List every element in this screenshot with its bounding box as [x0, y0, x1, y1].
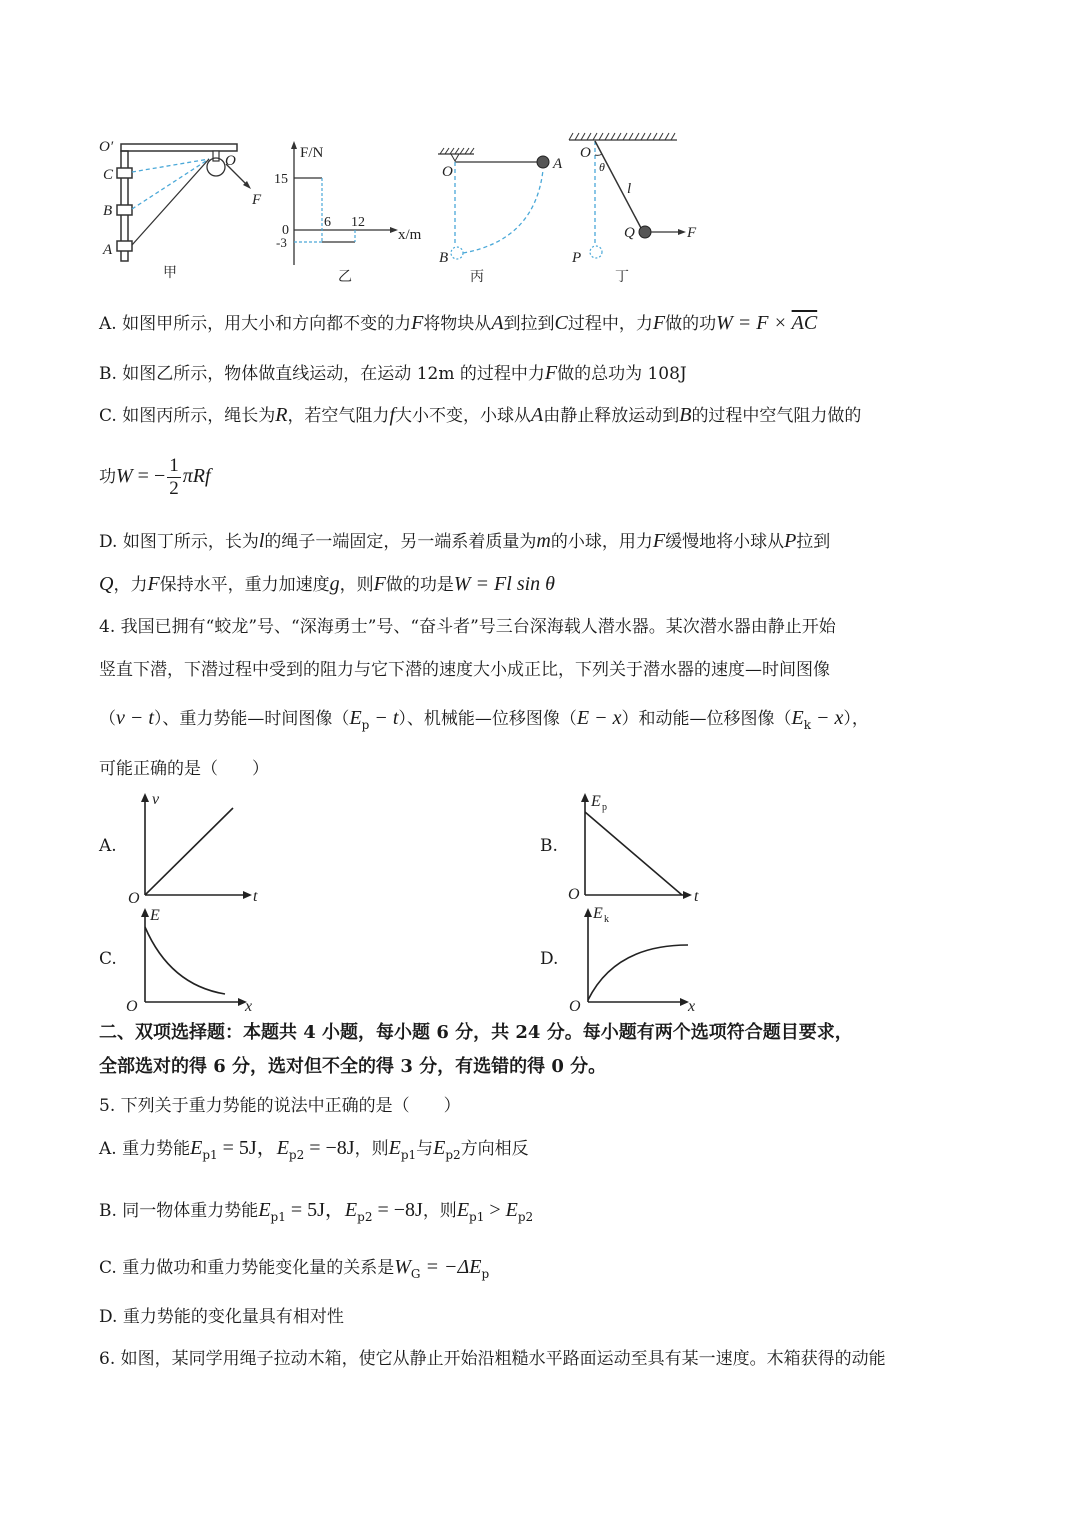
subscript: p1	[202, 1148, 218, 1162]
option-text: ，则	[339, 575, 374, 595]
q3-option-c	[99, 404, 861, 427]
subscript: p	[361, 718, 370, 732]
var-b: B	[679, 404, 692, 426]
var-c: C	[554, 312, 568, 334]
q5-stem: 5. 下列关于重力势能的说法中正确的是（ ）	[99, 1096, 461, 1116]
subscript: p	[481, 1267, 490, 1281]
subscript: p2	[288, 1148, 305, 1162]
formula: − x	[811, 707, 844, 729]
option-text: 的过程中空气阻力做的	[691, 406, 862, 426]
q4-stem-line1: 4. 我国已拥有“蛟龙”号、“深海勇士”号、“奋斗者”号三台深海载人潜水器。某次潜水器由静止开始	[99, 617, 836, 637]
option-text: 做的功是	[385, 575, 454, 595]
axis-v-label: v	[152, 791, 160, 808]
var-e: E	[344, 1199, 358, 1221]
q3-option-d	[99, 530, 830, 553]
value: = −8J	[372, 1199, 423, 1221]
option-text: 保持水平，重力加速度	[159, 575, 330, 595]
var-e: E	[258, 1199, 271, 1221]
label-a: A	[103, 242, 113, 258]
label-c: C	[103, 167, 114, 183]
option-text: 过程中，力	[567, 314, 653, 334]
label-b: B	[439, 250, 449, 266]
q3-option-a	[99, 312, 817, 335]
var-f: F	[147, 573, 160, 595]
var-f: f	[389, 404, 395, 426]
origin-label: O	[126, 998, 138, 1015]
paren: （	[99, 709, 116, 729]
figure-yi	[270, 135, 430, 285]
q5-option-c[interactable]	[99, 1256, 489, 1285]
section2-heading-line1: 二、双项选择题：本题共 4 小题，每小题 6 分，共 24 分。每小题有两个选项符合题目要求，	[99, 1022, 853, 1043]
var-e: E	[505, 1199, 518, 1221]
var-m: m	[536, 530, 551, 552]
var-f: F	[544, 362, 558, 384]
figure-caption: 丙	[470, 270, 484, 285]
x-tick-6: 6	[324, 215, 331, 230]
axis-ep-sub: p	[602, 802, 607, 813]
q6-stem: 6. 如图，某同学用绳子拉动木箱，使它从静止开始沿粗糙水平路面运动至具有某一速度。木箱获得的动能	[99, 1349, 886, 1369]
var-a: A	[531, 404, 544, 426]
var-g: g	[329, 573, 340, 595]
axis-x-label: x	[688, 998, 696, 1015]
option-text: ，则	[422, 1201, 457, 1221]
axis-x-label: x	[245, 998, 253, 1015]
figure-jia	[95, 135, 275, 285]
label-a: A	[553, 156, 563, 172]
subscript: p1	[400, 1148, 417, 1162]
option-text: 的小球，用力	[550, 532, 653, 552]
label-o: O	[225, 153, 236, 169]
value: = −8J	[304, 1137, 355, 1159]
option-text: ，力	[113, 575, 148, 595]
var-e: E	[190, 1137, 203, 1159]
subscript: p1	[270, 1210, 286, 1224]
figure-bing	[430, 140, 570, 285]
var-f: F	[411, 312, 424, 334]
comparison: >	[484, 1199, 506, 1221]
option-text: B. 如图乙所示，物体做直线运动，在运动 12m 的过程中力	[99, 364, 545, 384]
label-b: B	[103, 203, 113, 219]
var-f: F	[652, 530, 666, 552]
option-d-label[interactable]: D.	[540, 949, 559, 969]
label-l: l	[627, 181, 632, 197]
subscript: p2	[357, 1210, 373, 1224]
q3-option-b	[99, 362, 687, 385]
axis-ek-sub: k	[604, 914, 609, 925]
label-f: F	[252, 192, 262, 208]
q5-option-d[interactable]: D. 重力势能的变化量具有相对性	[99, 1307, 344, 1327]
formula-tail: πRf	[182, 465, 211, 487]
label-o: O	[442, 164, 453, 180]
subscript: p1	[469, 1210, 485, 1224]
option-text: 与	[416, 1139, 434, 1159]
option-c-label[interactable]: C.	[99, 949, 117, 969]
label-f: F	[687, 225, 697, 241]
formula-w: W	[116, 465, 133, 487]
graph-option-c[interactable]	[120, 905, 270, 1015]
denominator: 2	[169, 478, 179, 499]
label-o-prime: O′	[99, 139, 114, 155]
graph-option-a[interactable]	[120, 790, 270, 905]
var-e: E	[433, 1137, 446, 1159]
q3-option-d-cont	[99, 573, 555, 596]
axis-ep-label: E	[591, 793, 601, 810]
var-f: F	[373, 573, 386, 595]
option-a-label[interactable]: A.	[99, 836, 117, 856]
origin-label: O	[569, 998, 581, 1015]
option-text: D. 如图丁所示，长为	[99, 532, 259, 552]
figure-caption: 丁	[615, 270, 629, 285]
y-tick-neg3: -3	[276, 235, 287, 250]
option-text: B. 同一物体重力势能	[99, 1201, 259, 1221]
label-p: P	[572, 250, 582, 266]
subscript: G	[410, 1267, 421, 1281]
label-q: Q	[624, 225, 635, 241]
y-axis-label: F/N	[300, 145, 324, 161]
var-l: l	[258, 530, 265, 552]
subscript: p2	[445, 1148, 461, 1162]
formula-ac: $\overline{AC}$	[791, 312, 818, 334]
option-text: 将物块从	[423, 314, 492, 334]
var-f: F	[652, 312, 666, 334]
stem-text: ）和动能—位移图像（	[621, 709, 792, 729]
option-b-label[interactable]: B.	[540, 836, 558, 856]
numerator: 1	[169, 455, 179, 476]
option-text: 的绳子一端固定，另一端系着质量为	[264, 532, 537, 552]
subscript: k	[803, 718, 811, 732]
var-a: A	[491, 312, 504, 334]
label-theta: θ	[599, 160, 605, 174]
origin-label: O	[568, 886, 580, 903]
formula-eq: = −	[132, 465, 166, 487]
option-text: ，则	[354, 1139, 389, 1159]
origin-label: 0	[282, 223, 289, 238]
q4-stem-line4: 可能正确的是（ ）	[99, 759, 269, 779]
q3-option-c-formula	[99, 454, 211, 500]
option-text: C. 重力做功和重力势能变化量的关系是	[99, 1258, 395, 1278]
option-text: 由静止释放运动到	[543, 406, 680, 426]
option-text: 做的总功为 108J	[557, 364, 687, 384]
origin-label: O	[128, 890, 140, 907]
formula-ep: E	[349, 707, 362, 729]
formula: = −ΔE	[420, 1256, 482, 1278]
figure-caption: 甲	[163, 266, 177, 281]
fraction	[167, 455, 181, 500]
option-text: ，若空气阻力	[287, 406, 390, 426]
var-q: Q	[99, 573, 114, 595]
option-text: 大小不变，小球从	[395, 406, 531, 426]
formula: W = Fl sin θ	[453, 573, 555, 595]
value: = 5J，	[285, 1199, 345, 1221]
option-text: A. 如图甲所示，用大小和方向都不变的力	[99, 314, 412, 334]
axis-ek-label: E	[593, 905, 603, 922]
figure-caption: 乙	[338, 270, 352, 285]
option-text: 方向相反	[460, 1139, 529, 1159]
formula-vt: v − t	[116, 707, 154, 729]
formula-ex: E − x	[576, 707, 622, 729]
subscript: p2	[517, 1210, 534, 1224]
formula-ek: E	[791, 707, 804, 729]
option-text: 功	[99, 467, 116, 487]
value: = 5J，	[217, 1137, 277, 1159]
formula: = F ×	[732, 312, 792, 334]
x-axis-label: x/m	[398, 227, 422, 243]
q4-stem-line3	[99, 707, 869, 736]
axis-e-label: E	[150, 907, 160, 924]
graph-option-d[interactable]	[560, 905, 710, 1015]
option-text: C. 如图丙所示，绳长为	[99, 406, 276, 426]
q5-option-b[interactable]	[99, 1199, 533, 1228]
option-text: 做的功	[665, 314, 717, 334]
option-text: 拉到	[796, 532, 831, 552]
axis-t-label: t	[694, 888, 699, 905]
stem-text: ）、重力势能—时间图像（	[153, 709, 350, 729]
y-tick-15: 15	[274, 172, 288, 187]
section2-heading-line2: 全部选对的得 6 分，选对但不全的得 3 分，有选错的得 0 分。	[99, 1056, 607, 1077]
var-p: P	[784, 530, 797, 552]
axis-t-label: t	[253, 888, 258, 905]
graph-option-b[interactable]	[560, 790, 710, 905]
q5-option-a[interactable]	[99, 1137, 529, 1166]
q4-stem-line2: 竖直下潜，下潜过程中受到的阻力与它下潜的速度大小成正比，下列关于潜水器的速度—时间图像	[99, 660, 830, 680]
option-text: 缓慢地将小球从	[665, 532, 785, 552]
formula-w: W	[716, 312, 733, 334]
var-e: E	[456, 1199, 470, 1221]
stem-text: ），	[843, 709, 869, 729]
var-r: R	[275, 404, 288, 426]
option-text: A. 重力势能	[99, 1139, 191, 1159]
figure-ding	[565, 128, 715, 286]
var-e: E	[388, 1137, 401, 1159]
var-e: E	[276, 1137, 289, 1159]
option-text: 到拉到	[503, 314, 555, 334]
stem-text: ）、机械能—位移图像（	[398, 709, 577, 729]
x-tick-12: 12	[351, 215, 365, 230]
var-w: W	[394, 1256, 411, 1278]
formula: − t	[369, 707, 399, 729]
label-o: O	[580, 145, 591, 161]
